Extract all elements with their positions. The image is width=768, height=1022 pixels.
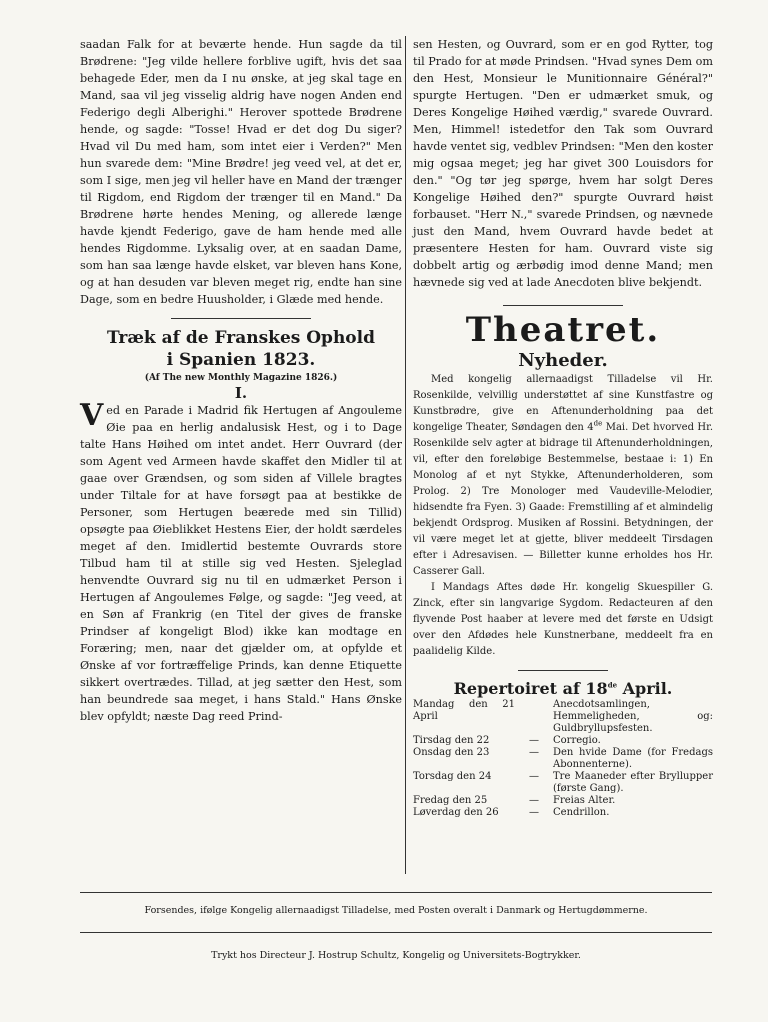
repertoire-play: Freias Alter. [553, 795, 616, 806]
repertoire-play: Anecdotsamlingen, Hemmeligheden, og: Guldbryllupsfesten. [553, 699, 713, 734]
article-paragraph [80, 398, 402, 725]
repertoire-day: Fredag den 25 [413, 795, 488, 806]
left-column [80, 36, 402, 725]
repertoire-play: Corregio. [553, 735, 601, 746]
repertoire-day: Løverdag den 26 [413, 807, 499, 818]
repertoire-dash [515, 699, 553, 735]
date-superscript: de [593, 419, 603, 428]
repertoire-dash: — [529, 795, 539, 806]
repertoire-row [413, 699, 713, 735]
repertoire-superscript: de [607, 680, 618, 690]
repertoire-row [413, 795, 713, 807]
story-ending-paragraph: saadan Falk for at beværte hende. Hun sagde da til Brødrene: "Jeg vilde hellere forblive ugift, hvis det saa behagede Eder, men da I nu ønske, at jeg skal tage en Mand, saa vil jeg visselig aldrig have nogen Anden end Federigo degli Alberighi." Herover spottede Brødrene hende, og sagde: "Tosse! Hvad er det dog Du siger? Hvad vil Du med ham, som intet eier i Verden?" Men hun svarede dem: "Mine Brødre! jeg veed vel, at det er, som I sige, men jeg vil heller have en Mand der trænger til Rigdom, end Rigdom der trænger til en Mand." Da Brødrene hørte hendes Mening, og allerede længe havde kjendt Federigo, gave de ham hende med alle hendes Rigdomme. Lyksalig over, at en saadan Dame, som han saa længe havde elsket, var bleven hans Kone, og at han desuden var bleven meget rig, endte han sine Dage, som en bedre Huusholder, i Glæde med hende. [80, 38, 402, 306]
repertoire-title-month: April. [617, 679, 673, 698]
repertoire-title-text: Repertoiret af 18 [453, 679, 608, 698]
section-divider [518, 670, 608, 671]
news-item-rosenkilde [413, 372, 713, 580]
repertoire-heading [413, 679, 713, 699]
article-source: (Af The new Monthly Magazine 1826.) [144, 373, 338, 383]
repertoire-dash: — [529, 735, 539, 746]
footer-rule-bottom [80, 932, 712, 933]
theatre-heading: Theatret. [465, 310, 661, 350]
repertoire-day: Tirsdag den 22 [413, 735, 490, 746]
news-item-zinck: I Mandags Aftes døde Hr. kongelig Skuespiller G. Zinck, efter sin langvarige Sygdom. Redacteuren af den flyvende Post haaber at levere med det første en Udsigt over den Afdødes hele Kunstnerbane, meddeelt fra en paalidelig Kilde. [413, 582, 713, 657]
repertoire-play: Cendrillon. [553, 807, 610, 818]
repertoire-list [413, 699, 713, 819]
news-text-part2: Mai. Det hvorved Hr. Rosenkilde selv agter at bidrage til Aftenunderholdningen, vil, efter den foreløbige Bestemmelse, bestaae i: 1) En Monolog af et nyt Stykke, Aftenunderholderen, som Prolog. 2) Tre Monologer med Vaudeville-Melodier, hidsendte fra Fyen. 3) Gaade: Fremstilling af et almindelig bekjendt Ordsprog. Musiken af Rossini. Betydningen, der vil være meget let at gjette, bliver meddeelt Tirsdagen efter i Adresavisen. — Billetter kunne erholdes hos Hr. Casserer Gall. [413, 422, 713, 577]
section-divider [171, 318, 311, 319]
anecdote-continuation: sen Hesten, og Ouvrard, som er en god Rytter, tog til Prado for at møde Prindsen. "Hvad synes Dem om den Hest, Monsieur le Munitionnaire Général?" spurgte Hertugen. "Den er udmærket smuk, og Deres Kongelige Høihed værdig," svarede Ouvrard. Men, Himmel! istedetfor den Tak som Ouvrard havde ventet sig, vedblev Prindsen: "Men den koster mig ogsaa meget; jeg har givet 300 Louisdors for den." "Og tør jeg spørge, hvem har solgt Deres Kongelige Høihed den?" spurgte Ouvrard høist forbauset. "Herr N.," svarede Prindsen, og nævnede just den Mand, hvem Ouvrard havde bedet at præsentere Hesten for ham. Ouvrard viste sig dobbelt artig og ærbødig imod denne Mand; men hævnede sig ved at lade Anecdoten blive bekjendt. [413, 38, 713, 289]
repertoire-play: Tre Maaneder efter Bryllupper (første Gang). [553, 771, 713, 794]
drop-cap: V [80, 398, 104, 433]
news-text-part1: Med kongelig allernaadigst Tilladelse vil Hr. Rosenkilde, velvillig understøttet af sine Kunstfastre og Kunstbrødre, give en Aftenunderholdning paa det kongelige Theater, Søndagen den 4 [413, 374, 713, 433]
printer-imprint: Trykt hos Directeur J. Hostrup Schultz, Kongelig og Universitets-Bogtrykker. [211, 950, 581, 961]
repertoire-row [413, 807, 713, 819]
repertoire-day: Mandag den 21 April [413, 699, 515, 722]
repertoire-play: Den hvide Dame (for Fredags Abonnenterne). [553, 747, 713, 770]
repertoire-row [413, 771, 713, 795]
section-divider [503, 305, 623, 306]
section-number: I. [234, 384, 248, 402]
repertoire-day: Onsdag den 23 [413, 747, 490, 758]
article-title-line1: Træk af de Franskes Ophold [106, 328, 375, 348]
article-title-line2: i Spanien 1823. [166, 350, 316, 370]
distribution-notice: Forsendes, ifølge Kongelig allernaadigst Tilladelse, med Posten overalt i Danmark og Hertugdømmerne. [144, 905, 648, 916]
repertoire-row [413, 747, 713, 771]
repertoire-dash: — [529, 807, 539, 818]
column-rule [405, 36, 406, 874]
right-column [413, 36, 713, 819]
repertoire-dash: — [529, 771, 539, 782]
repertoire-day: Torsdag den 24 [413, 771, 492, 782]
footer-rule-top [80, 892, 712, 893]
repertoire-row [413, 735, 713, 747]
repertoire-dash: — [529, 747, 539, 758]
news-heading: Nyheder. [518, 350, 608, 371]
article-body-text: ed en Parade i Madrid fik Hertugen af Angouleme Øie paa en herlig andalusisk Hest, og i to Dage talte Hans Høihed om intet andet. Herr Ouvrard (der som Agent ved Armeen havde skaffet den Midler til at gaae over Grændsen, og som siden af Villele bragtes under Tiltale for at have forsøgt paa at bestikke de Personer, som Hertugen beærede med sin Tillid) opsøgte paa Øieblikket Hestens Eier, der holdt særdeles meget af den. Imidlertid bestemte Ouvrards store Tilbud ham til at stille sig ved Hesten. Sjeleglad henvendte Ouvrard sig nu til en udmærket Person i Hertugen af Angoulemes Følge, og sagde: "Jeg veed, at en Søn af Frankrig (en Titel der gives de franske Prindser af kongeligt Blod) ikke kan modtage en Foræring; men, naar det gjælder om, at opfylde et Ønske af vor fortræffelige Prinds, kan denne Etiquette sikkert overtrædes. Tillad, at jeg sætter den Hest, som han beundrede saa meget, i hans Stald." Hans Ønske blev opfyldt; næste Dag reed Prind- [80, 404, 402, 723]
